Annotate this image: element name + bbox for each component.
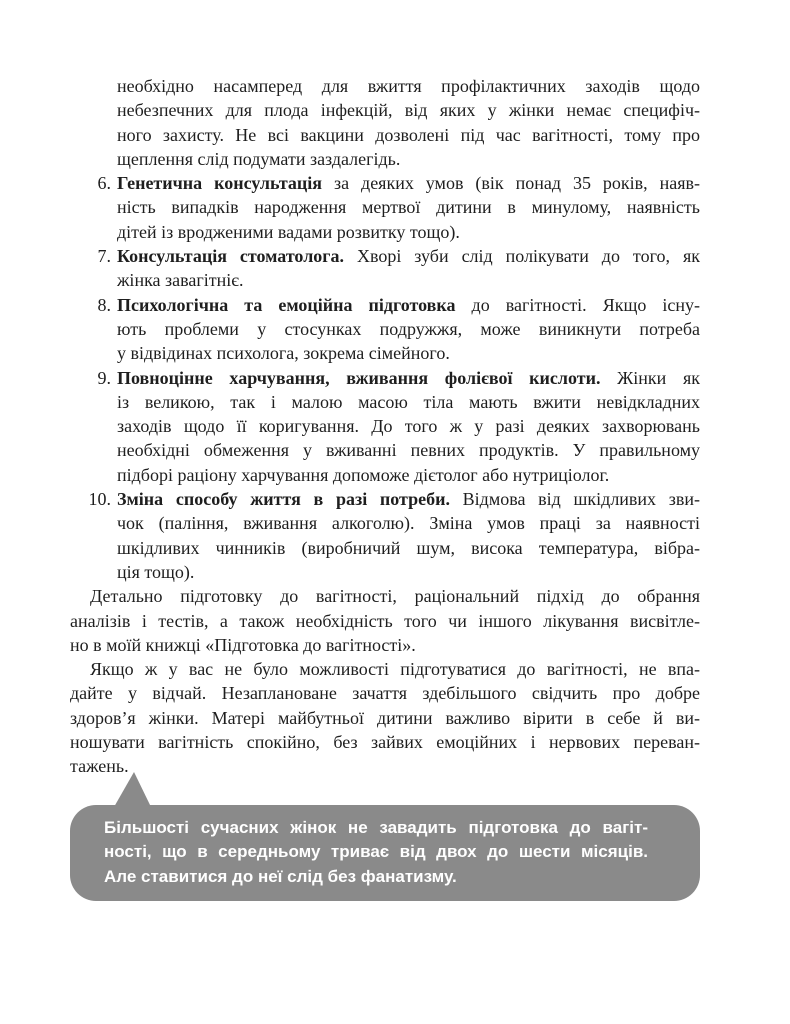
- text-line: чок (паління, вживання алкоголю). Зміна умов праці за наявності: [117, 513, 700, 534]
- text-line: аналізів і тестів, а також необхідність того чи іншого лікування висвітле-: [70, 610, 700, 631]
- list-item-number: 10.: [88, 489, 111, 510]
- text-line: [117, 366, 700, 390]
- text-line: небезпечних для плода інфекцій, від яких у жінки немає специфіч-: [117, 100, 700, 121]
- list-item-lead: Повноцінне харчування, вживання фолієвої кислоти.: [117, 367, 601, 388]
- list-item-rest: за деяких умов (вік понад 35 років, наяв-: [322, 173, 700, 194]
- text-line: ність випадків народження мертвої дитини в минулому, наявність: [117, 197, 700, 218]
- text-line: ношувати вагітність спокійно, без зайвих емоційних і нервових переван-: [70, 732, 700, 753]
- list-item-8: [70, 293, 700, 366]
- list-item-rest: Хворі зуби слід полікувати до того, як: [343, 246, 700, 267]
- text-line: жінка завагітніє.: [117, 270, 244, 291]
- list-item-lead: Генетична консультація: [117, 173, 323, 194]
- list-item-number: 7.: [97, 246, 111, 267]
- list-item-rest: до вагітності. Якщо існу-: [455, 294, 700, 315]
- text-line: ного захисту. Не всі вакцини дозволені під час вагітності, тому про: [117, 124, 700, 145]
- text-line: щеплення слід подумати заздалегідь.: [117, 148, 401, 169]
- list-item-rest: Відмова від шкідливих зви-: [449, 489, 701, 510]
- callout-bubble: [70, 805, 700, 902]
- text-line: ють проблеми у стосунках подружжя, може виникнути потреба: [117, 318, 700, 339]
- text-line: здоров’я жінки. Матері майбутньої дитини важливо вірити в себе й ви-: [70, 707, 700, 728]
- text-line: дітей із вродженими вадами розвитку тощо).: [117, 221, 460, 242]
- text-line: [117, 244, 700, 268]
- list-item-6: [70, 171, 700, 244]
- text-line: дайте у відчай. Незаплановане зачаття здебільшого свідчить про добре: [70, 683, 700, 704]
- text-line: тажень.: [70, 756, 129, 777]
- callout: [70, 805, 700, 902]
- list-item-number: 6.: [97, 173, 111, 194]
- text-line: заходів щодо її коригування. До того ж у разі деяких захворювань: [117, 416, 700, 437]
- text-line: но в моїй книжці «Підготовка до вагітності».: [70, 634, 416, 655]
- list-item-rest: Жінки як: [600, 367, 700, 388]
- list-item-number: 8.: [97, 294, 111, 315]
- text-line: підборі раціону харчування допоможе дієтолог або нутриціолог.: [117, 464, 610, 485]
- text-line: Якщо ж у вас не було можливості підготуватися до вагітності, не впа-: [90, 659, 700, 680]
- text-line: необхідно насамперед для вжиття профілактичних заходів щодо: [117, 76, 700, 96]
- list-item-7: [70, 244, 700, 293]
- callout-text-line: Але ставитися до неї слід без фанатизму.: [104, 866, 457, 886]
- text-line: [117, 487, 700, 511]
- text-line: шкідливих чинників (виробничий шум, висока температура, вібра-: [117, 537, 700, 558]
- list-item-number: 9.: [97, 367, 111, 388]
- list-item-lead: Зміна способу життя в разі потреби.: [117, 489, 450, 510]
- text-line: із великою, так і малою масою тіла мають вжити невідкладних: [117, 391, 700, 412]
- text-line: у відвідинах психолога, зокрема сімейного.: [117, 343, 450, 364]
- speech-bubble-tail-icon: [114, 772, 151, 807]
- text-line: [117, 293, 700, 317]
- callout-text-line: ності, що в середньому триває від двох до шести місяців.: [104, 842, 648, 862]
- item5-continuation: [70, 74, 700, 171]
- list-item-10: [70, 487, 700, 584]
- callout-text-line: Більшості сучасних жінок не завадить підготовка до вагіт-: [104, 817, 648, 837]
- paragraph-book-reference: [70, 584, 700, 657]
- list-item-lead: Консультація стоматолога.: [117, 246, 344, 267]
- paragraph-unplanned-pregnancy: [70, 657, 700, 778]
- text-line: Детально підготовку до вагітності, раціональний підхід до обрання: [90, 586, 700, 607]
- list-item-lead: Психологічна та емоційна підготовка: [117, 294, 456, 315]
- list-item-9: [70, 366, 700, 487]
- text-line: [117, 171, 700, 195]
- text-line: ція тощо).: [117, 561, 195, 582]
- text-line: необхідні обмеження у вживанні певних продуктів. У правильному: [117, 440, 700, 461]
